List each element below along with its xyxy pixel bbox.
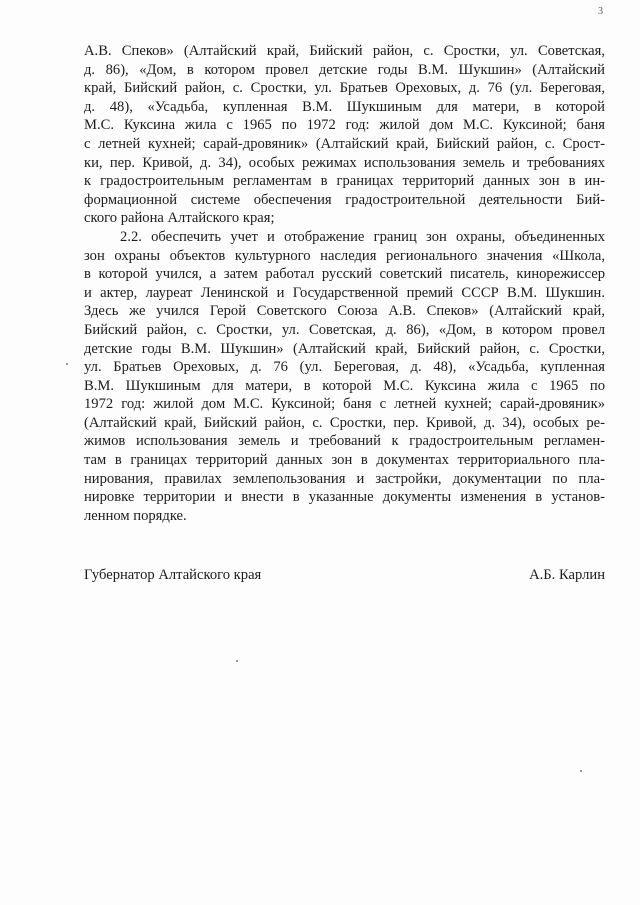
scan-speck <box>580 770 582 772</box>
signatory-name: А.Б. Карлин <box>529 567 605 583</box>
signatory-position: Губернатор Алтайского края <box>84 567 262 583</box>
text-line: Бийский район, с. Сростки, ул. Советская, д. 86), «Дом, в котором провел <box>84 321 605 338</box>
scan-speck <box>66 363 68 365</box>
text-line: д. 86), «Дом, в котором провел детские годы В.М. Шукшин» (Алтайский <box>84 61 605 78</box>
text-line: Здесь же учился Герой Советского Союза А.В. Спеков» (Алтайский край, <box>84 303 605 320</box>
text-line: в которой учился, а затем работал русский советский писатель, кинорежиссер <box>84 266 605 283</box>
text-line: там в границах территорий данных зон в документах территориального пла- <box>84 452 605 469</box>
text-line: (Алтайский край, Бийский район, с. Сростки, пер. Кривой, д. 34), особых ре- <box>84 414 605 431</box>
text-line: В.М. Шукшиным для матери, в которой М.С. Куксина жила с 1965 по <box>84 377 605 394</box>
text-line: зон охраны объектов культурного наследия регионального значения «Школа, <box>84 247 605 264</box>
text-line: ского района Алтайского края; <box>84 210 275 227</box>
scan-speck <box>236 660 238 662</box>
text-line: М.С. Куксина жила с 1965 по 1972 год: жилой дом М.С. Куксиной; баня <box>84 117 605 134</box>
text-line: д. 48), «Усадьба, купленная В.М. Шукшиным для матери, в которой <box>84 98 605 115</box>
text-line: ул. Братьев Ореховых, д. 76 (ул. Береговая, д. 48), «Усадьба, купленная <box>84 359 605 376</box>
text-line: край, Бийский район, с. Сростки, ул. Братьев Ореховых, д. 76 (ул. Береговая, <box>84 80 605 97</box>
text-line: ки, пер. Кривой, д. 34), особых режимах использования земель и требованиях <box>84 154 605 171</box>
text-line: нировке территории и внести в указанные документы изменения в установ- <box>84 489 605 506</box>
text-line: формационной системе обеспечения градостроительной деятельности Бий- <box>84 191 605 208</box>
paragraph-2-2 <box>84 228 605 526</box>
text-line: А.В. Спеков» (Алтайский край, Бийский район, с. Сростки, ул. Советская, <box>84 43 605 59</box>
text-line: нирования, правилах землепользования и застройки, документации по пла- <box>84 470 605 487</box>
text-line: 1972 год: жилой дом М.С. Куксиной; баня с летней кухней; сарай-дровяник» <box>84 396 605 413</box>
paragraph-continuation <box>84 42 605 228</box>
text-line: к градостроительным регламентам в границах территорий данных зон в ин- <box>84 173 605 190</box>
text-line: с летней кухней; сарай-дровяник» (Алтайский край, Бийский район, с. Срост- <box>84 135 605 152</box>
text-line: детские годы В.М. Шукшин» (Алтайский край, Бийский район, с. Сростки, <box>84 340 605 357</box>
document-body <box>84 42 605 525</box>
text-line: и актер, лауреат Ленинской и Государственной премий СССР В.М. Шукшин. <box>84 284 605 301</box>
text-line: ленном порядке. <box>84 507 187 524</box>
page-number: 3 <box>598 6 603 17</box>
text-line: 2.2. обеспечить учет и отображение границ зон охраны, объединенных <box>120 228 605 245</box>
text-line: жимов использования земель и требований к градостроительным регламен- <box>84 433 605 450</box>
